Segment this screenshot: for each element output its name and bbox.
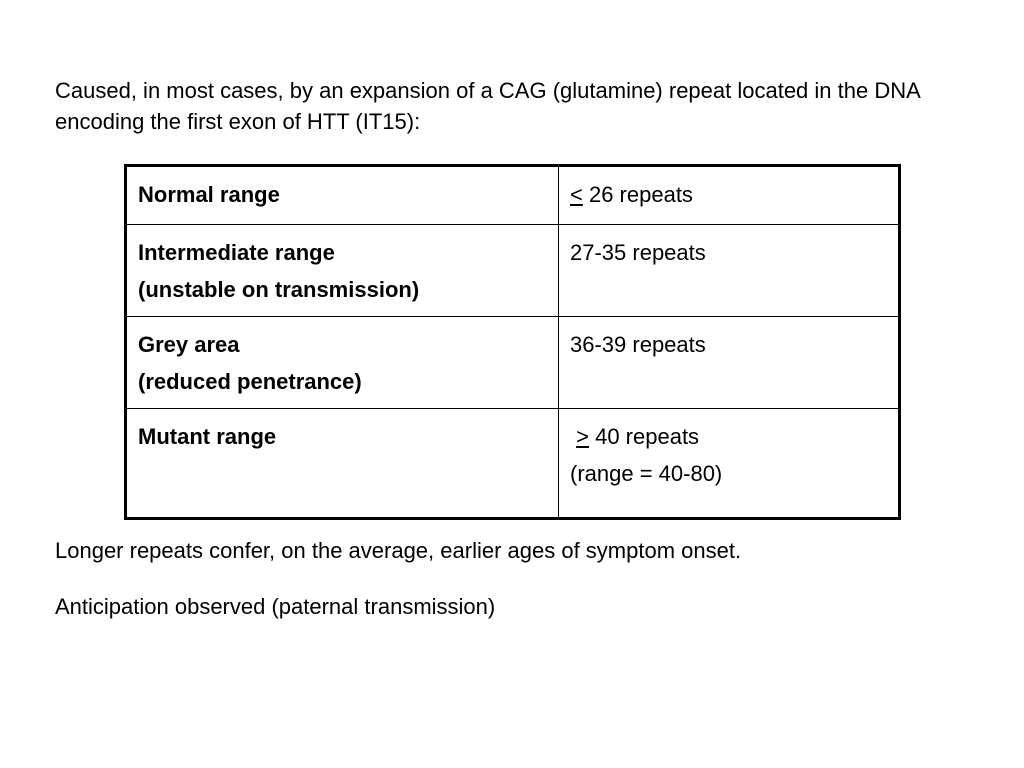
range-label: Normal range [138,182,280,207]
cag-repeat-ranges-table [124,164,901,520]
repeat-count-cell [559,317,900,409]
table-row [126,409,900,519]
greater-equal-symbol: > [576,424,589,449]
range-label-cell [126,409,559,519]
repeat-count-cell [559,409,900,519]
range-label-qualifier: (reduced penetrance) [138,369,362,394]
table-row [126,317,900,409]
repeat-range-note: (range = 40-80) [570,461,723,486]
table-row [126,166,900,225]
onset-note: Longer repeats confer, on the average, earlier ages of symptom onset. [55,538,742,563]
repeat-count-text: 27-35 repeats [570,240,706,265]
less-equal-symbol: < [570,182,583,207]
repeat-count-cell [559,225,900,317]
range-label-cell [126,166,559,225]
range-label-cell [126,317,559,409]
range-label-qualifier: (unstable on transmission) [138,277,420,302]
repeat-count-cell [559,166,900,225]
anticipation-note: Anticipation observed (paternal transmission) [55,594,496,619]
repeat-count-text: 36-39 repeats [570,332,706,357]
repeat-count-text: 26 repeats [582,182,693,207]
range-label: Mutant range [138,424,277,449]
repeat-count [570,176,888,213]
repeat-count [570,418,888,455]
table-row [126,225,900,317]
range-label: Intermediate range [138,240,335,265]
range-label: Grey area [138,332,240,357]
repeat-count-text: 40 repeats [588,424,700,449]
intro-text: Caused, in most cases, by an expansion of a CAG (glutamine) repeat located in the DNA encoding the first exon of HTT (IT15): [55,78,920,134]
range-label-cell [126,225,559,317]
